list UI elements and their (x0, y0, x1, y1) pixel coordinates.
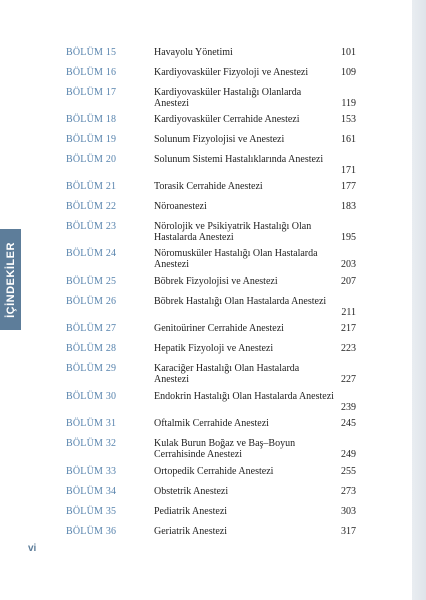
chapter-page: 303 (341, 506, 356, 517)
chapter-title: Endokrin Hastalığı Olan Hastalarda Anestezi (154, 391, 334, 402)
chapter-title: Ortopedik Cerrahide Anestezi (154, 466, 274, 477)
chapter-number: BÖLÜM 31 (66, 418, 117, 429)
chapter-page: 161 (341, 134, 356, 145)
chapter-title: Kardiyovasküler Hastalığı Olanlarda Anestezi (154, 87, 302, 109)
chapter-number: BÖLÜM 32 (66, 438, 117, 449)
chapter-page: 101 (341, 47, 356, 58)
chapter-title: Hepatik Fizyoloji ve Anestezi (154, 343, 274, 354)
chapter-title: Karaciğer Hastalığı Olan Hastalarda Anestezi (154, 363, 300, 385)
chapter-title: Böbrek Hastalığı Olan Hastalarda Anestezi (154, 296, 327, 307)
chapter-number: BÖLÜM 15 (66, 47, 117, 58)
chapter-number: BÖLÜM 19 (66, 134, 117, 145)
chapter-number: BÖLÜM 25 (66, 276, 117, 287)
chapter-title: Torasik Cerrahide Anestezi (154, 181, 263, 192)
chapter-page: 273 (341, 486, 356, 497)
page-number: vi (28, 543, 37, 554)
chapter-page: 249 (341, 449, 356, 460)
chapter-page: 317 (341, 526, 356, 537)
chapter-page: 195 (341, 232, 356, 243)
chapter-number: BÖLÜM 28 (66, 343, 117, 354)
chapter-number: BÖLÜM 16 (66, 67, 117, 78)
chapter-page: 119 (341, 98, 356, 109)
chapter-title: Böbrek Fizyolojisi ve Anestezi (154, 276, 278, 287)
chapter-page: 183 (341, 201, 356, 212)
chapter-title: Obstetrik Anestezi (154, 486, 229, 497)
chapter-page: 109 (341, 67, 356, 78)
chapter-title: Solunum Fizyolojisi ve Anestezi (154, 134, 285, 145)
chapter-number: BÖLÜM 34 (66, 486, 117, 497)
chapter-title: Solunum Sistemi Hastalıklarında Anestezi (154, 154, 324, 165)
chapter-page: 203 (341, 259, 356, 270)
chapter-number: BÖLÜM 29 (66, 363, 117, 374)
chapter-title: Pediatrik Anestezi (154, 506, 228, 517)
chapter-number: BÖLÜM 35 (66, 506, 117, 517)
side-tab-label: İÇİNDEKİLER (4, 241, 17, 318)
chapter-title: Oftalmik Cerrahide Anestezi (154, 418, 269, 429)
chapter-page: 239 (341, 402, 356, 413)
chapter-page: 171 (341, 165, 356, 176)
chapter-number: BÖLÜM 23 (66, 221, 117, 232)
chapter-number: BÖLÜM 17 (66, 87, 117, 98)
chapter-title: Havayolu Yönetimi (154, 47, 233, 58)
chapter-title: Nörolojik ve Psikiyatrik Hastalığı Olan Hastalarda Anestezi (154, 221, 312, 243)
chapter-page: 227 (341, 374, 356, 385)
chapter-page: 223 (341, 343, 356, 354)
chapter-number: BÖLÜM 18 (66, 114, 117, 125)
chapter-title: Genitoüriner Cerrahide Anestezi (154, 323, 284, 334)
chapter-number: BÖLÜM 27 (66, 323, 117, 334)
chapter-number: BÖLÜM 36 (66, 526, 117, 537)
chapter-page: 245 (341, 418, 356, 429)
chapter-number: BÖLÜM 22 (66, 201, 117, 212)
chapter-page: 177 (341, 181, 356, 192)
chapter-number: BÖLÜM 20 (66, 154, 117, 165)
chapter-page: 255 (341, 466, 356, 477)
chapter-page: 207 (341, 276, 356, 287)
chapter-number: BÖLÜM 24 (66, 248, 117, 259)
chapter-title: Geriatrik Anestezi (154, 526, 228, 537)
chapter-title: Nöroanestezi (154, 201, 207, 212)
chapter-title: Kardiyovasküler Fizyoloji ve Anestezi (154, 67, 309, 78)
chapter-title: Nöromusküler Hastalığı Olan Hastalarda Anestezi (154, 248, 318, 270)
chapter-title: Kardiyovasküler Cerrahide Anestezi (154, 114, 300, 125)
chapter-title: Kulak Burun Boğaz ve Baş–Boyun Cerrahisinde Anestezi (154, 438, 296, 460)
chapter-number: BÖLÜM 33 (66, 466, 117, 477)
chapter-number: BÖLÜM 21 (66, 181, 117, 192)
chapter-page: 153 (341, 114, 356, 125)
chapter-page: 211 (341, 307, 356, 318)
chapter-number: BÖLÜM 26 (66, 296, 117, 307)
chapter-page: 217 (341, 323, 356, 334)
chapter-number: BÖLÜM 30 (66, 391, 117, 402)
